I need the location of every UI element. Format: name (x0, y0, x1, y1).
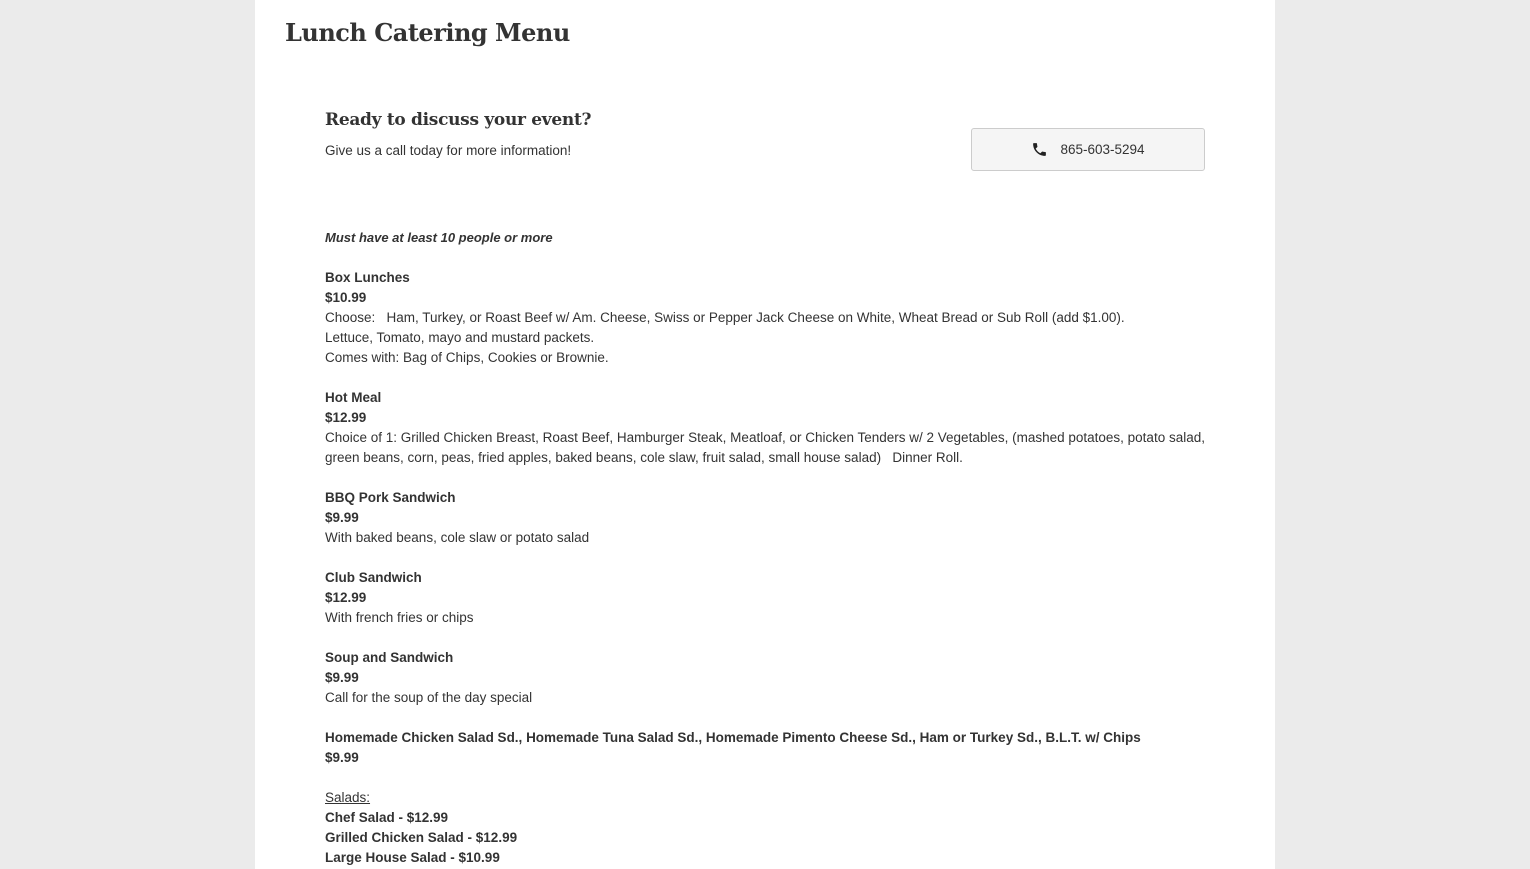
box-lunches-line: Lettuce, Tomato, mayo and mustard packets. (325, 330, 595, 345)
salad-item: Chef Salad - $12.99 (325, 810, 449, 825)
call-phone-button[interactable] (971, 128, 1205, 171)
homemade-sandwiches-price: $9.99 (325, 750, 359, 765)
hot-meal-name: Hot Meal (325, 390, 382, 405)
cta-heading: Ready to discuss your event? (325, 110, 592, 130)
bbq-pork-name: BBQ Pork Sandwich (325, 490, 456, 505)
page-container (255, 0, 1275, 869)
box-lunches-line: Choose: Ham, Turkey, or Roast Beef w/ Am. Cheese, Swiss or Pepper Jack Cheese on White, Wheat Bread or Sub Roll (add $1.00). (325, 310, 1125, 325)
soup-sandwich-description: Call for the soup of the day special (325, 690, 533, 705)
menu-content (325, 228, 1209, 868)
phone-icon (1031, 141, 1048, 158)
page-title: Lunch Catering Menu (285, 18, 570, 47)
minimum-order-note: Must have at least 10 people or more (325, 230, 553, 245)
salad-item: Large House Salad - $10.99 (325, 850, 500, 865)
salad-item: Grilled Chicken Salad - $12.99 (325, 830, 518, 845)
bbq-pork-price: $9.99 (325, 510, 359, 525)
phone-number: 865-603-5294 (1060, 142, 1145, 157)
club-sandwich-name: Club Sandwich (325, 570, 422, 585)
hot-meal-description: Choice of 1: Grilled Chicken Breast, Roast Beef, Hamburger Steak, Meatloaf, or Chicken Tenders w/ 2 Vegetables, (mashed potatoes, potato salad, green beans, corn, peas, fried apples, baked beans, cole slaw, fruit salad, small house salad) Dinner Roll. (325, 430, 1209, 465)
soup-sandwich-price: $9.99 (325, 670, 359, 685)
salads-heading: Salads: (325, 790, 371, 805)
box-lunches-price: $10.99 (325, 290, 367, 305)
cta-text: Give us a call today for more information! (325, 143, 572, 158)
bbq-pork-description: With baked beans, cole slaw or potato salad (325, 530, 590, 545)
box-lunches-line: Comes with: Bag of Chips, Cookies or Brownie. (325, 350, 609, 365)
homemade-sandwiches-name: Homemade Chicken Salad Sd., Homemade Tuna Salad Sd., Homemade Pimento Cheese Sd., Ham or Turkey Sd., B.L.T. w/ Chips (325, 730, 1141, 745)
box-lunches-name: Box Lunches (325, 270, 410, 285)
club-sandwich-description: With french fries or chips (325, 610, 474, 625)
club-sandwich-price: $12.99 (325, 590, 367, 605)
hot-meal-price: $12.99 (325, 410, 367, 425)
soup-sandwich-name: Soup and Sandwich (325, 650, 454, 665)
